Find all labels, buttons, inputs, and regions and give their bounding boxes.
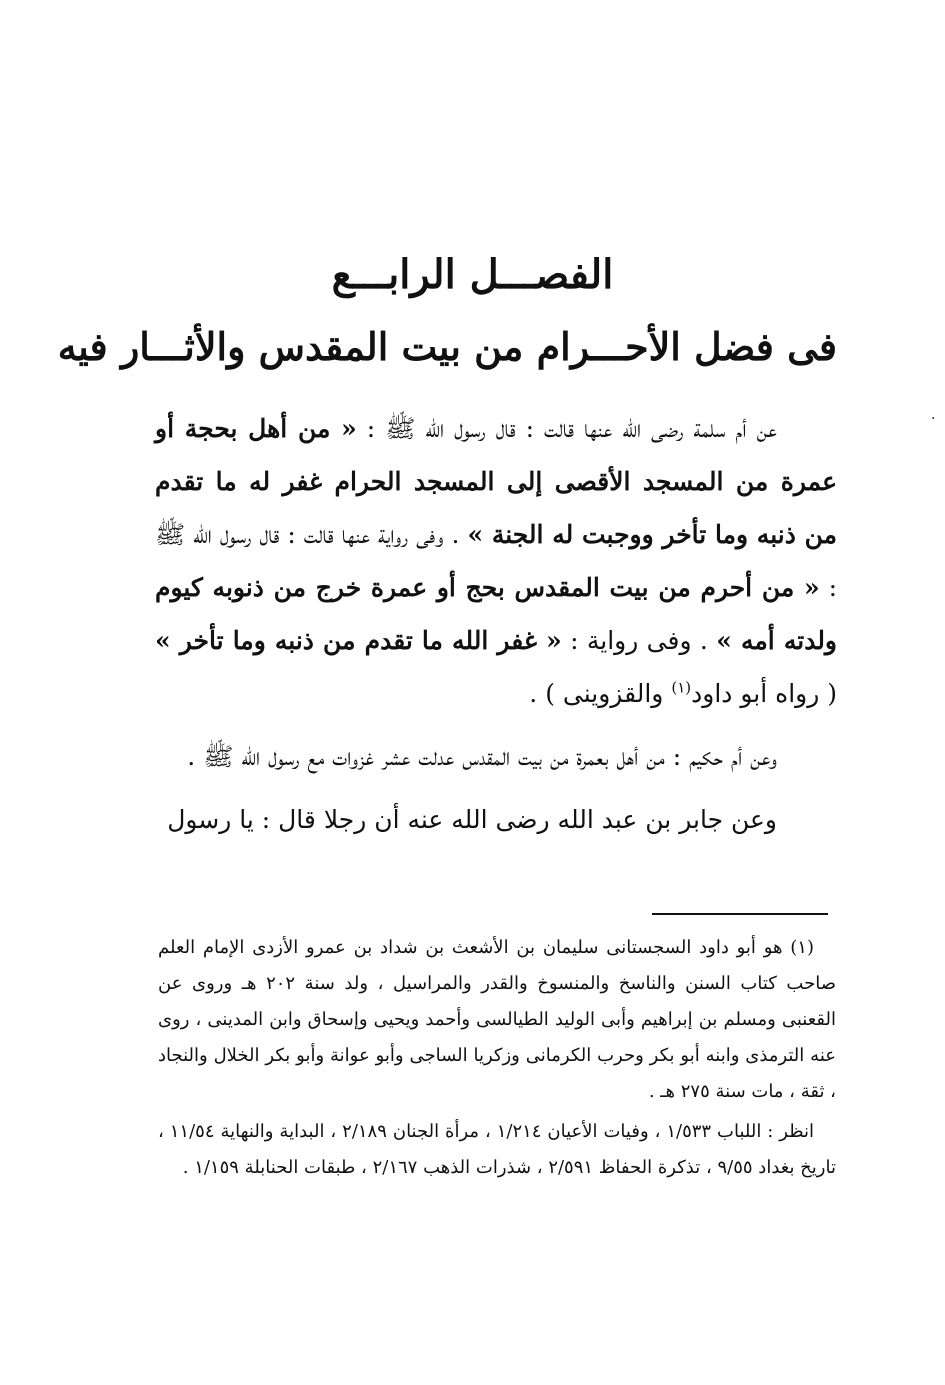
paragraph-umm-hakim: وعن أم حكيم : من أهل بعمرة من بيت المقدس عدلت عشر غزوات مع رسول الله ﷺ . [187,742,777,771]
narration-link: . وفى رواية عنها قالت : قال رسول الله ﷺ : [155,520,838,602]
paragraph-umm-salama [155,402,837,720]
footnote-references: انظر : اللباب ١/٥٣٣ ، وفيات الأعيان ١/٢١٤ ، مرأة الجنان ٢/١٨٩ ، البداية والنهاية ١١/٥٤ ، تاريخ بغداد ٩/٥٥ ، تذكرة الحفاظ ٢/٥٩١ ، شذرات الذهب ٢/١٦٧ ، طبقات الحنابلة ١/١٥٩ . [158,1121,836,1178]
hadith-text: « من أحرم من بيت المقدس بحج أو عمرة خرج من ذنوبه كيوم ولدته أمه » [155,573,838,655]
footnotes [158,930,836,1190]
source-citation-end: والقزوينى ) . [529,679,672,708]
chapter-subtitle: فى فضل الأحـــرام من بيت المقدس والأثـــار فيه [57,324,837,369]
narration-link: . وفى رواية : [561,626,717,655]
hadith-text: « من أهل بحجة أو عمرة من المسجد الأقصى إلى المسجد الحرام غفر له ما تقدم من ذنبه وما تأخر ووجبت له الجنة » [155,414,837,549]
source-citation: ( رواه أبو داود [691,679,837,708]
paragraph-jabir: وعن جابر بن عبد الله رضى الله عنه أن رجلا قال : يا رسول [167,805,777,834]
main-text [155,402,837,856]
footnote-abu-dawud: (١) هو أبو داود السجستانى سليمان بن الأشعث بن شداد بن عمرو الأزدى الإمام العلم صاحب كتاب السنن والناسخ والمنسوخ والقدر والمراسيل ، ولد سنة ٢٠٢ هـ وروى عن القعنبى ومسلم بن إبراهيم وأبى الوليد الطيالسى وأحمد ويحيى وإسحاق وابن المدينى ، روى عنه الترمذى وابنه أبو بكر وحرب الكرمانى وزكريا الساجى وأبو عوانة وأبو بكر الخلال والنجاد ، ثقة ، مات سنة ٢٧٥ هـ . [158,937,836,1102]
margin-dot: · [931,411,936,427]
paragraph-intro: عن أم سلمة رضى الله عنها قالت : قال رسول الله ﷺ : [366,414,777,443]
footnote-marker[interactable]: (١) [671,678,692,697]
chapter-title: الفصـــل الرابـــع [331,251,614,298]
hadith-text: « غفر الله ما تقدم من ذنبه وما تأخر » [155,626,562,655]
footnote-divider [652,913,828,915]
